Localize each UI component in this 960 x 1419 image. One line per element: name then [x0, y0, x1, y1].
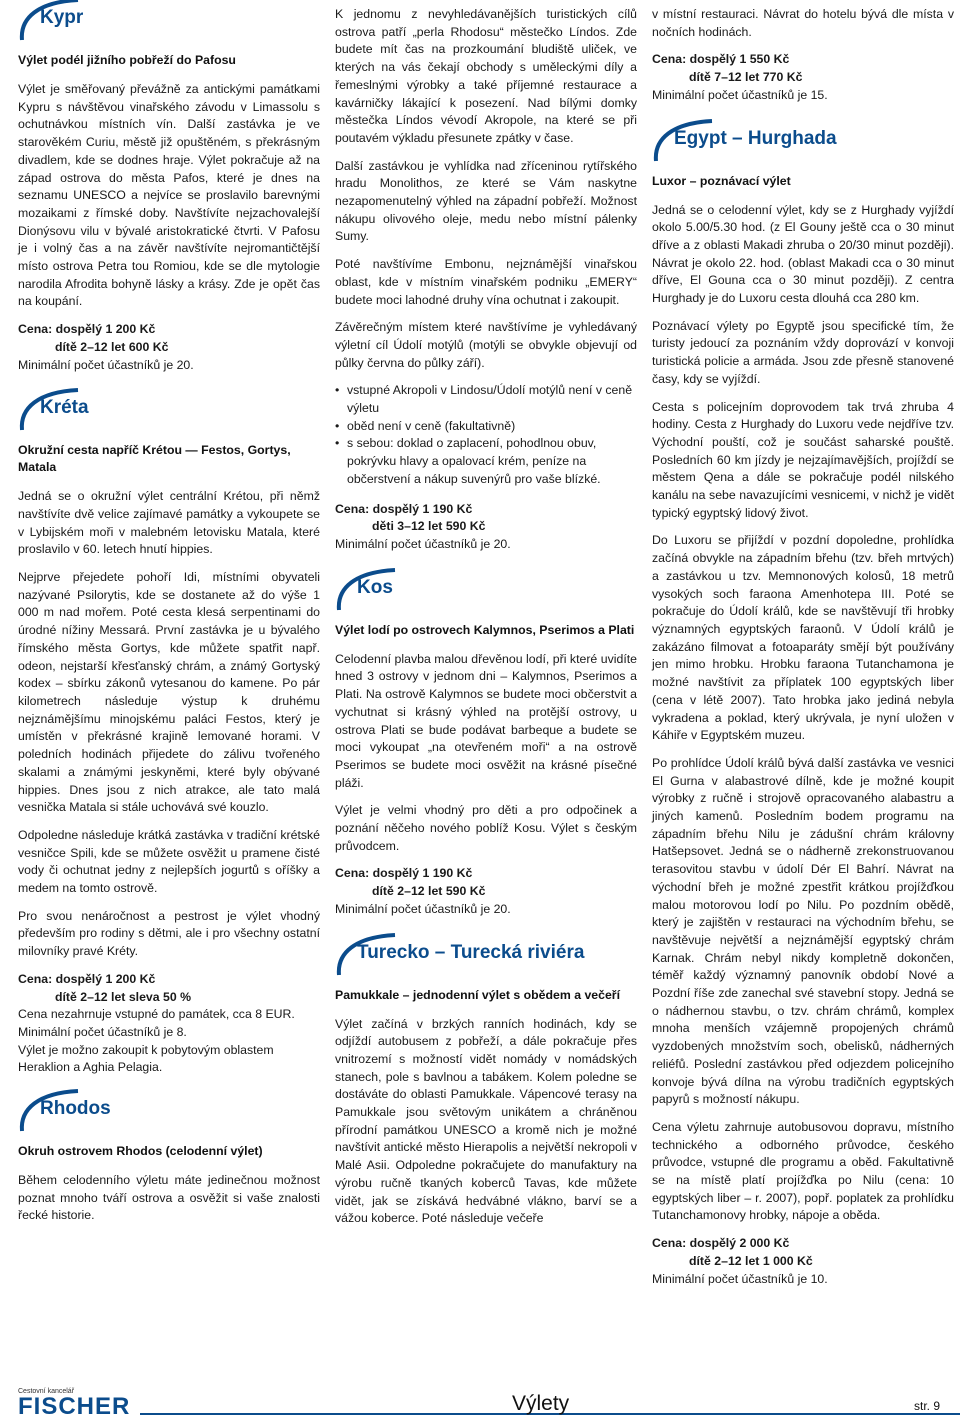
min-participants: Minimální počet účastníků je 20.: [335, 901, 511, 916]
price-block: [335, 865, 637, 918]
list-item: • s sebou: doklad o zaplacení, pohodlnou obuv, pokrývku hlavy a opalovací krém, peníze na občerstvení a nákup suvenýrů pro vaše blízké.: [335, 435, 637, 488]
section-heading-kypr: [18, 0, 320, 42]
trip-paragraph: v místní restauraci. Návrat do hotelu bývá dle místa v nočních hodinách.: [652, 7, 954, 39]
column-left: [18, 0, 320, 1235]
trip-paragraph: K jednomu z nevyhledávanějších turistických cílů ostrova patří „perla Rhodosu“ městečko Líndos. Zde budete mít čas na prozkoumání bludiště uliček, ve kterých na vás čekají obchody s uměleckými díly a řemeslnými výrobky a také příjemné restaurace a kavárničky lákající k posezení. Nad bílými domky městečka Líndos vévodí Akropole, na které se při poutavém výkladu přesunete zpátky v čase.: [335, 7, 637, 145]
page-number: str. 9: [914, 1399, 941, 1413]
price-adult: Cena: dospělý 2 000 Kč: [652, 1236, 790, 1251]
section-heading-kos: [335, 568, 637, 612]
price-child: dítě 2–12 let 590 Kč: [372, 884, 486, 899]
list-item: • oběd není v ceně (fakultativně): [335, 418, 637, 436]
column-middle: [335, 6, 637, 1238]
heading-kreta: Kréta: [40, 397, 89, 419]
trip-title: Výlet lodí po ostrovech Kalymnos, Pserimos a Plati: [335, 622, 635, 637]
trip-title: Okruh ostrovem Rhodos (celodenní výlet): [18, 1144, 263, 1159]
trip-title: Luxor – poznávací výlet: [652, 173, 791, 188]
trip-paragraph: Poté navštívíme Embonu, nejznámější vinařskou oblast, kde v místním vinařském podniku „EMERY“ budete moci lahodné druhy vína ochutnat i zakoupit.: [335, 257, 637, 307]
trip-paragraph: Cesta s policejním doprovodem tak trvá zhruba 4 hodiny. Cesta z Hurghady do Luxoru vede nejdříve tzv. Východní pouští, což je součást saharské pouště. Posledních 60 km jízdy je nejzajímavějších, projíždí se městem Qena a dále se pokračuje podél nilského kanálu na sebe navazujícími vesnicemi, v nichž je vidět typický egyptský lidový život.: [652, 399, 954, 520]
trip-paragraph: Jedná se o okružní výlet centrální Krétou, při němž navštívíte dvě velice zajímavé památky a vykoupete se v Lybijském moři v malebném letovisku Matala, které proslavilo v 60. letech hnutí hippies.: [18, 489, 320, 557]
column-right: [652, 6, 954, 1288]
price-adult: Cena: dospělý 1 550 Kč: [652, 52, 790, 67]
section-heading-turecko: [335, 933, 637, 977]
price-child: dítě 7–12 let 770 Kč: [689, 70, 803, 85]
trip-title: Výlet podél jižního pobřeží do Pafosu: [18, 53, 236, 67]
min-participants: Minimální počet účastníků je 20.: [335, 536, 511, 551]
trip-paragraph: Do Luxoru se přijíždí v pozdní dopoledne, prohlídka začíná obvykle na západním břehu (tzv. břeh mrtvých) a zastávkou u tzv. Memnonových kolosů, 18 metrů vysokých soch faraona Amenhotepa III. Poté se pokračuje do Údolí králů, kde se navštěvují tři hrobky významných egyptských faraonů. V Údolí králů je zakázáno filmovat a fotoaparáty smějí být používány jen mimo hrobku. Hrobku faraona Tutanchamona je možné navštívit za příplatek 100 egyptských liber (cena v létě 2007). Tato hrobka jako jediná nebyla vykradena a poklad, který ukrývala, je nyní uložen v Káhiře v Egyptském muzeu.: [652, 533, 954, 743]
price-block: [652, 51, 954, 104]
trip-paragraph: Odpoledne následuje krátká zastávka v tradiční krétské vesničce Spili, kde se můžete osvěžit u pramene čisté vody či ochutnat jedny z nejlepších jogurtů s oříšky a medem na tomto ostrově.: [18, 827, 320, 896]
logo-tagline: Cestovní kancelář: [18, 1388, 75, 1395]
section-heading-kreta: [18, 388, 320, 432]
price-child: děti 3–12 let 590 Kč: [372, 519, 486, 534]
trip-description: Výlet je směřovaný převážně za antickými památkami Kypru s návštěvou vinařského závodu v Limassolu s ochutnávkou místních vín. Další zastávka je ve starověkém Curiu, městě již opuštěném, s překrásným divadlem, kde se dodnes hraje. Výlet pokračuje až na západ ostrova do města Pafos, které je dnes na seznamu UNESCO a nejvíce se proslavilo barevnými mozaikami z římské doby. Navštívíte nejzachovalejší Dionýsovu vilu v bývalé aristokratické čtvrti. V Pafosu je i volný čas a na závěr navštívíte nejromantičtější místo ostrova Petra tou Romiou, kde se dle mytologie narodila Afrodita bohyně lásky a krásy. Zde je opět čas na koupání.: [18, 82, 320, 309]
trip-paragraph: Poznávací výlety po Egyptě jsou specifické tím, že turisty jedoucí za poznáním vždy doprovází v konvoji turistická policie a armáda. Jsou zde přesně stanovené časy, kdy se vyjíždí.: [652, 318, 954, 386]
min-participants: Minimální počet účastníků je 8.: [18, 1024, 187, 1039]
trip-paragraph: Výlet je velmi vhodný pro děti a pro odpočinek a poznání něčeho nového poblíž Kosu. Výlet s českým průvodcem.: [335, 803, 637, 853]
trip-paragraph: Cena výletu zahrnuje autobusovou dopravu, místního technického a odborného průvodce, českého průvodce, vstupné dle programu a oběd. Fakultativně se na místě platí projížďka po Nilu (cena: 10 egyptských liber – r. 2007), popř. poplatek za prohlídku Tutanchamonovy hrobky, nápoje a oběda.: [652, 1119, 954, 1223]
min-participants: Minimální počet účastníků je 20.: [18, 357, 194, 372]
section-heading-egypt: [652, 119, 954, 163]
price-note: Výlet je možno zakoupit k pobytovým oblastem Heraklion a Aghia Pelagia.: [18, 1042, 274, 1075]
heading-turecko: Turecko – Turecká riviéra: [357, 941, 585, 963]
price-note: Cena nezahrnuje vstupné do památek, cca 8 EUR.: [18, 1007, 295, 1022]
price-child: dítě 2–12 let 600 Kč: [55, 339, 169, 354]
price-adult: Cena: dospělý 1 190 Kč: [335, 501, 473, 516]
price-child: dítě 2–12 let sleva 50 %: [55, 989, 192, 1004]
trip-paragraph: Závěrečným místem které navštívíme je vyhledávaný výletní cíl Údolí motýlů (motýli se obvykle objevují od půlky června do půlky září).: [335, 320, 637, 370]
fischer-logo: FISCHER: [18, 1393, 131, 1419]
footer-title: Výlety: [512, 1392, 570, 1415]
heading-rhodos: Rhodos: [40, 1098, 111, 1120]
price-adult: Cena: dospělý 1 200 Kč: [18, 322, 156, 337]
trip-paragraph: Další zastávkou je vyhlídka nad zříceninou rytířského hradu Monolithos, ze které se Vám naskytne nezapomenutelný výhled na západní pobřeží. Možnost nákupu olivového oleje, medu nebo místní pálenky Sumy.: [335, 158, 637, 244]
trip-paragraph: Během celodenního výletu máte jedinečnou možnost poznat mnoho tváří ostrova a osvěžit si vaše znalosti řecké historie.: [18, 1173, 320, 1223]
heading-kypr: Kypr: [40, 7, 84, 28]
trip-paragraph: Celodenní plavba malou dřevěnou lodí, při které uvidíte hned 3 ostrovy v jednom dni – Kalymnos, Pserimos a Plati. Na ostrově Kalymnos se budete moci občerstvit a vychutnat si krásný výhled na protější ostrovy, u ostrova Plati se bude podávat barbeque a budete se moci vykoupat „na otevřeném moři“ a na ostrově Pserimos se budete moci osvěžit na krásné písečné pláži.: [335, 651, 637, 790]
price-block: [335, 501, 637, 554]
trip-paragraph: Pro svou nenáročnost a pestrost je výlet vhodný především pro rodiny s dětmi, ale i pro všechny ostatní milovníky pravé Kréty.: [18, 908, 320, 959]
trip-title: Pamukkale – jednodenní výlet s obědem a večeří: [335, 987, 621, 1002]
trip-paragraph: Po prohlídce Údolí králů bývá další zastávka ve vesnici El Gurna v alabastrové dílně, kde je možné koupit výrobky z ručně i strojově opracovaného alabastru a jiných kamenů. Posledním bodem programu na západním břehu Nilu je zádušní chrám královny Hatšepsovet. Jedná se o nádherně zrekonstruovanou terasovitou stavbu v údolí Dér El Bahrí. Návrat na východní břeh je možné zpestřit krátkou projížďkou malou motorovou lodí po Nilu. Po pozdním obědě, který je zajištěn v restauraci na východním břehu, se navštěvuje největší a nejznámější egyptský chrám Karnak. Chrám nebyl nikdy kompletně dokončen, téměř každý významný panovník období Nové a Pozdní říše zde zanechal své stavební stopy. Jedná se o nádhernou stavbu, o tzv. chrám chrámů, komplex mnoha menších vzájemně propojených chrámů vyzdobených množstvím soch, obelisků, nádherných reliéfů. Poslední zastávkou před odjezdem policejního konvoje bývá dílna na výrobu tradičních egyptských papyrů s možností nákupu.: [652, 755, 954, 1107]
price-block: [652, 1235, 954, 1288]
min-participants: Minimální počet účastníků je 10.: [652, 1271, 828, 1286]
info-list: [335, 382, 637, 488]
trip-title: Okružní cesta napříč Krétou — Festos, Gortys, Matala: [18, 443, 291, 475]
price-child: dítě 2–12 let 1 000 Kč: [689, 1253, 813, 1268]
price-block: [18, 971, 320, 1077]
heading-kos: Kos: [357, 576, 393, 598]
price-block: [18, 321, 320, 374]
min-participants: Minimální počet účastníků je 15.: [652, 87, 828, 102]
trip-paragraph: Jedná se o celodenní výlet, kdy se z Hurghady vyjíždí okolo 5.00/5.30 hod. (z El Gouny ještě cca o 30 minut dříve a z oblasti Makadi zhruba o 20/30 minut později). Návrat je okolo 22. hod. (oblast Makadi cca o 30 minut dříve, El Gouna cca o 30 minut později). Z centra Hurghady je do Luxoru cesta dlouhá cca 280 km.: [652, 202, 954, 306]
heading-egypt: Egypt – Hurghada: [674, 127, 837, 149]
price-adult: Cena: dospělý 1 200 Kč: [18, 971, 156, 986]
trip-paragraph: Výlet začíná v brzkých ranních hodinách, kdy se odjíždí autobusem z pobřeží, a dále pokračuje přes vnitrozemí s možností vidět nomády v nomádských stanech, pole s bavlnou a tabákem. Kolem poledne se dostáváte do oblasti Pamukkale. Vápencové terasy na Pamukkale jsou světovým unikátem a chráněnou přírodní památkou UNESCO a kromě nich je možné navštívit antické město Hierapolis a největší nekropoli v Malé Asii. Odpoledne pokračujete do manufaktury na výrobu ručně tkaných koberců Tavas, kde můžete vidět, jak se získává hedvábné vlákno, barví se a vážou koberce. Poté následuje večeře: [335, 1016, 637, 1226]
section-heading-rhodos: [18, 1089, 320, 1133]
list-item: • vstupné Akropoli v Lindosu/Údolí motýlů není v ceně výletu: [335, 382, 637, 417]
trip-paragraph: Nejprve přejedete pohoří Idi, místními obyvateli nazývané Psilorytis, kde se dostanete až do výše 1 000 m nad mořem. Poté cesta klesá serpentinami do úrodné nížiny Messará. První zastávka je u bývalého římského města Gortys, kde můžete spatřit např. odeon, nejstarší křesťanský chrám, a známý Gortyský kodex – sbírku zákonů vytesanou do kamene. Po pár kilometrech následuje výstup k druhému nejznámějšímu minojskému paláci Festos, který je umístěn v překrásné krajině lemované horami. V poledních hodinách přijedete do zálivu tvořeného skalami a známými jeskyněmi, které byly obývané hippies. Dnes jsou z nich atrakce, ale tato malá vesnička Matala si stále uchovává své kouzlo.: [18, 570, 320, 815]
price-adult: Cena: dospělý 1 190 Kč: [335, 866, 473, 881]
